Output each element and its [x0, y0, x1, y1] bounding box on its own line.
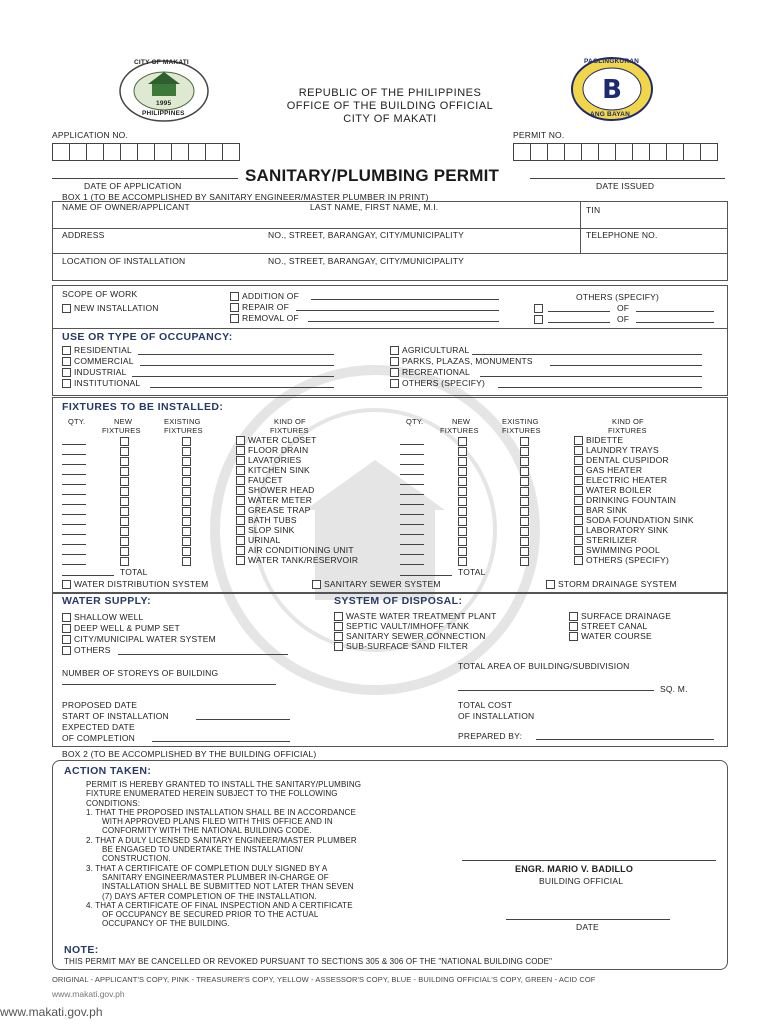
fixture-existing-checkbox[interactable]: [182, 447, 191, 456]
location-label: LOCATION OF INSTALLATION: [62, 256, 186, 266]
fixture-kind-item[interactable]: WATER CLOSET: [236, 435, 317, 445]
fixture-kind-item[interactable]: OTHERS (SPECIFY): [574, 555, 669, 565]
fixtures-left-col-headers: QTY. NEW FIXTURES EXISTING FIXTURES KIND OF FIXTURES: [68, 417, 309, 435]
fixture-kind-item[interactable]: BATH TUBS: [236, 515, 297, 525]
total-area-label: TOTAL AREA OF BUILDING/SUBDIVISION: [458, 661, 630, 671]
condition-3: 3. THAT A CERTIFICATE OF COMPLETION DULY SIGNED BY A SANITARY ENGINEER/MASTER PLUMBER IN-CHARGE OF INSTALLATION SHALL BE SUBMITTED NOT LATER THAN SEVEN (7) DAYS AFTER COMPLETION OF THE INSTALLATION.: [86, 863, 354, 901]
fixture-existing-checkbox[interactable]: [520, 537, 529, 546]
fixtures-left-list: [62, 436, 382, 566]
fixture-qty-field[interactable]: [400, 484, 424, 485]
fixture-new-checkbox[interactable]: [120, 537, 129, 546]
seal-right-bottom: ANG BAYAN: [590, 111, 630, 118]
prepared-by-field[interactable]: [536, 739, 714, 740]
occupancy-institutional[interactable]: INSTITUTIONAL: [62, 378, 140, 388]
fixture-existing-checkbox[interactable]: [182, 557, 191, 566]
disposal-water-course[interactable]: WATER COURSE: [569, 631, 652, 641]
scope-label: SCOPE OF WORK: [62, 289, 138, 299]
fixture-existing-checkbox[interactable]: [520, 477, 529, 486]
fixture-qty-field[interactable]: [62, 444, 86, 445]
fixture-kind-item[interactable]: LAUNDRY TRAYS: [574, 445, 659, 455]
city-of-makati-seal: [118, 60, 210, 122]
date-of-application-label: DATE OF APPLICATION: [84, 181, 182, 191]
of-label-1: OF: [617, 303, 630, 313]
location-hint: NO., STREET, BARANGAY, CITY/MUNICIPALITY: [268, 256, 464, 266]
fixture-existing-checkbox[interactable]: [520, 457, 529, 466]
fixture-kind-item[interactable]: GAS HEATER: [574, 465, 642, 475]
fixture-qty-field[interactable]: [62, 554, 86, 555]
water-supply-heading: WATER SUPPLY:: [62, 595, 152, 607]
fixture-existing-checkbox[interactable]: [520, 497, 529, 506]
fixture-new-checkbox[interactable]: [120, 487, 129, 496]
fixture-qty-field[interactable]: [400, 444, 424, 445]
fixtures-right-col-headers: QTY. NEW FIXTURES EXISTING FIXTURES KIND OF FIXTURES: [406, 417, 647, 435]
fixture-qty-field[interactable]: [400, 544, 424, 545]
storeys-label: NUMBER OF STOREYS OF BUILDING: [62, 668, 219, 678]
fixture-existing-checkbox[interactable]: [182, 437, 191, 446]
action-conditions: PERMIT IS HEREBY GRANTED TO INSTALL THE SANITARY/PLUMBING FIXTURE ENUMERATED HEREIN SUBJECT TO THE FOLLOWING CONDITIONS: 1. THAT THE PROPOSED INSTALLATION SHALL BE IN ACCORDANCE WITH APPROVED PLANS FILED WITH THIS OFFICE AND IN CONFORMITY WITH THE NATIONAL BUILDING CODE. 2. THAT A DULY LICENSED SANITARY ENGINEER/MASTER PLUMBER BE ENGAGED TO UNDERTAKE THE INSTALLATION/ CONSTRUCTION. 3. THAT A CERTIFICATE OF COMPLETION DULY SIGNED BY A SANITARY ENGINEER/MASTER PLUMBER IN-CHARGE OF INSTALLATION SHALL BE SUBMITTED NOT LATER THAN SEVEN (7) DAYS AFTER COMPLETION OF THE INSTALLATION. 4. THAT A CERTIFICATE OF FINAL INSPECTION AND A CERTIFICATE OF OCCUPANCY BE SECURED PRIOR TO THE ACTUAL OCCUPANCY OF THE BUILDING.: [86, 780, 426, 929]
fixture-existing-checkbox[interactable]: [182, 487, 191, 496]
fixture-kind-item[interactable]: SWIMMING POOL: [574, 545, 660, 555]
start-installation-label: START OF INSTALLATION: [62, 711, 169, 721]
fixture-new-checkbox[interactable]: [458, 517, 467, 526]
fixture-kind-item[interactable]: BAR SINK: [574, 505, 627, 515]
fixture-new-checkbox[interactable]: [458, 537, 467, 546]
water-others[interactable]: OTHERS: [62, 645, 111, 655]
fixture-qty-field[interactable]: [400, 504, 424, 505]
disposal-sanitary-sewer[interactable]: SANITARY SEWER CONNECTION: [334, 631, 486, 641]
official-signature-line[interactable]: [462, 860, 716, 861]
date-signed-line[interactable]: [506, 919, 670, 920]
disposal-heading: SYSTEM OF DISPOSAL:: [334, 595, 463, 607]
occupancy-residential[interactable]: RESIDENTIAL: [62, 345, 132, 355]
occupancy-parks[interactable]: PARKS, PLAZAS, MONUMENTS: [390, 356, 533, 366]
fixture-qty-field[interactable]: [400, 454, 424, 455]
fixture-new-checkbox[interactable]: [458, 497, 467, 506]
fixtures-heading: FIXTURES TO BE INSTALLED:: [62, 401, 224, 413]
fixture-qty-field[interactable]: [62, 524, 86, 525]
fixture-qty-field[interactable]: [400, 564, 424, 565]
seal-left-top: CITY OF MAKATI: [134, 59, 189, 66]
fixture-kind-item[interactable]: GREASE TRAP: [236, 505, 311, 515]
fixture-existing-checkbox[interactable]: [182, 467, 191, 476]
action-taken-heading: ACTION TAKEN:: [64, 765, 152, 777]
fixture-existing-checkbox[interactable]: [520, 507, 529, 516]
fixture-existing-checkbox[interactable]: [182, 507, 191, 516]
fixture-new-checkbox[interactable]: [120, 507, 129, 516]
website-small[interactable]: www.makati.gov.ph: [52, 989, 125, 999]
of-label-2: OF: [617, 314, 630, 324]
note-text: THIS PERMIT MAY BE CANCELLED OR REVOKED PURSUANT TO SECTIONS 305 & 306 OF THE "NATIONAL BUILDING CODE": [64, 957, 553, 966]
new-installation-checkbox[interactable]: NEW INSTALLATION: [62, 303, 159, 313]
fixture-qty-field[interactable]: [62, 514, 86, 515]
fixture-kind-item[interactable]: LABORATORY SINK: [574, 525, 668, 535]
fixture-new-checkbox[interactable]: [458, 467, 467, 476]
fixture-new-checkbox[interactable]: [120, 557, 129, 566]
owner-name-label: NAME OF OWNER/APPLICANT: [62, 202, 190, 212]
condition-1: 1. THAT THE PROPOSED INSTALLATION SHALL BE IN ACCORDANCE WITH APPROVED PLANS FILED WITH THIS OFFICE AND IN CONFORMITY WITH THE NATIONAL BUILDING CODE.: [86, 807, 356, 836]
fixture-existing-checkbox[interactable]: [182, 477, 191, 486]
sqm-label: SQ. M.: [660, 684, 688, 694]
note-heading: NOTE:: [64, 944, 99, 956]
occupancy-commercial[interactable]: COMMERCIAL: [62, 356, 134, 366]
prepared-by-label: PREPARED BY:: [458, 731, 523, 741]
fixture-existing-checkbox[interactable]: [182, 547, 191, 556]
completion-field[interactable]: [152, 741, 290, 742]
fixture-kind-item[interactable]: AIR CONDITIONING UNIT: [236, 545, 354, 555]
fixture-qty-field[interactable]: [400, 474, 424, 475]
water-shallow-well[interactable]: SHALLOW WELL: [62, 612, 143, 622]
water-distribution-checkbox[interactable]: WATER DISTRIBUTION SYSTEM: [62, 579, 208, 589]
fixture-existing-checkbox[interactable]: [520, 437, 529, 446]
condition-4: 4. THAT A CERTIFICATE OF FINAL INSPECTION AND A CERTIFICATE OF OCCUPANCY BE SECURED PRIOR TO THE ACTUAL OCCUPANCY OF THE BUILDING.: [86, 900, 353, 929]
address-hint: NO., STREET, BARANGAY, CITY/MUNICIPALITY: [268, 230, 464, 240]
fixture-kind-item[interactable]: WATER TANK/RESERVOIR: [236, 555, 358, 565]
expected-date-label: EXPECTED DATE: [62, 722, 135, 732]
fixture-kind-item[interactable]: SLOP SINK: [236, 525, 295, 535]
fixture-new-checkbox[interactable]: [458, 527, 467, 536]
fixture-kind-item[interactable]: KITCHEN SINK: [236, 465, 310, 475]
owner-info-box: [52, 201, 728, 281]
fixture-qty-field[interactable]: [62, 474, 86, 475]
of-installation-label: OF INSTALLATION: [458, 711, 535, 721]
occupancy-agricultural[interactable]: AGRICULTURAL: [390, 345, 469, 355]
fixture-new-checkbox[interactable]: [120, 517, 129, 526]
official-title: BUILDING OFFICIAL: [539, 876, 624, 886]
tin-label: TIN: [586, 205, 601, 215]
header-line-3: CITY OF MAKATI: [343, 113, 437, 125]
copies-footer: ORIGINAL - APPLICANT'S COPY, PINK - TREASURER'S COPY, YELLOW - ASSESSOR'S COPY, BLUE - BUILDING OFFICIAL'S COPY, GREEN - ACID COF: [52, 975, 596, 984]
telephone-label: TELEPHONE NO.: [586, 230, 658, 240]
date-signed-label: DATE: [576, 922, 599, 932]
header-line-2: OFFICE OF THE BUILDING OFFICIAL: [286, 100, 494, 112]
fixture-existing-checkbox[interactable]: [182, 457, 191, 466]
fixture-qty-field[interactable]: [400, 514, 424, 515]
fixture-qty-field[interactable]: [62, 484, 86, 485]
fixture-new-checkbox[interactable]: [120, 457, 129, 466]
fixture-kind-item[interactable]: WATER METER: [236, 495, 312, 505]
disposal-septic-vault[interactable]: SEPTIC VAULT/IMHOFF TANK: [334, 621, 469, 631]
date-issued-label: DATE ISSUED: [596, 181, 655, 191]
fixture-qty-field[interactable]: [400, 494, 424, 495]
fixture-new-checkbox[interactable]: [120, 477, 129, 486]
fixture-qty-field[interactable]: [62, 504, 86, 505]
fixture-kind-item[interactable]: ELECTRIC HEATER: [574, 475, 667, 485]
disposal-street-canal[interactable]: STREET CANAL: [569, 621, 647, 631]
storm-drainage-checkbox[interactable]: STORM DRAINAGE SYSTEM: [546, 579, 677, 589]
seal-left-year: 1995: [156, 100, 172, 107]
addition-checkbox[interactable]: ADDITION OF: [230, 291, 299, 301]
fixture-kind-item[interactable]: FLOOR DRAIN: [236, 445, 308, 455]
fixture-existing-checkbox[interactable]: [520, 487, 529, 496]
fixture-existing-checkbox[interactable]: [520, 557, 529, 566]
fixture-existing-checkbox[interactable]: [520, 467, 529, 476]
fixture-kind-item[interactable]: SHOWER HEAD: [236, 485, 314, 495]
condition-2: 2. THAT A DULY LICENSED SANITARY ENGINEER/MASTER PLUMBER BE ENGAGED TO UNDERTAKE THE INSTALLATION/ CONSTRUCTION.: [86, 835, 357, 864]
official-name: ENGR. MARIO V. BADILLO: [515, 864, 634, 874]
fixture-qty-field[interactable]: [400, 524, 424, 525]
sanitary-sewer-checkbox[interactable]: SANITARY SEWER SYSTEM: [312, 579, 441, 589]
disposal-surface-drainage[interactable]: SURFACE DRAINAGE: [569, 611, 671, 621]
fixture-new-checkbox[interactable]: [120, 497, 129, 506]
fixture-qty-field[interactable]: [62, 494, 86, 495]
website-footer[interactable]: www.makati.gov.ph: [0, 1005, 103, 1019]
fixture-kind-item[interactable]: SODA FOUNDATION SINK: [574, 515, 694, 525]
fixture-kind-item[interactable]: LAVATORIES: [236, 455, 301, 465]
fixture-qty-field[interactable]: [62, 564, 86, 565]
fixture-kind-item[interactable]: DENTAL CUSPIDOR: [574, 455, 669, 465]
occupancy-industrial[interactable]: INDUSTRIAL: [62, 367, 127, 377]
header-line-1: REPUBLIC OF THE PHILIPPINES: [298, 87, 482, 99]
start-installation-field[interactable]: [196, 719, 290, 720]
fixture-kind-item[interactable]: STERILIZER: [574, 535, 637, 545]
address-label: ADDRESS: [62, 230, 105, 240]
occupancy-recreational[interactable]: RECREATIONAL: [390, 367, 470, 377]
fixture-new-checkbox[interactable]: [458, 477, 467, 486]
total-area-field[interactable]: [458, 690, 654, 691]
owner-name-hint: LAST NAME, FIRST NAME, M.I.: [310, 202, 439, 212]
fixture-existing-checkbox[interactable]: [520, 447, 529, 456]
header-text: [230, 87, 550, 126]
others-checkbox-2[interactable]: [534, 314, 546, 324]
fixture-new-checkbox[interactable]: [120, 467, 129, 476]
fixture-existing-checkbox[interactable]: [182, 497, 191, 506]
fixture-existing-checkbox[interactable]: [182, 537, 191, 546]
completion-label: OF COMPLETION: [62, 733, 135, 743]
proposed-date-label: PROPOSED DATE: [62, 700, 138, 710]
fixture-kind-item[interactable]: DRINKING FOUNTAIN: [574, 495, 676, 505]
fixture-new-checkbox[interactable]: [120, 547, 129, 556]
fixture-qty-field[interactable]: [62, 464, 86, 465]
fixture-new-checkbox[interactable]: [120, 437, 129, 446]
disposal-waste-water[interactable]: WASTE WATER TREATMENT PLANT: [334, 611, 497, 621]
fixture-kind-item[interactable]: WATER BOILER: [574, 485, 652, 495]
fixture-new-checkbox[interactable]: [458, 457, 467, 466]
disposal-sand-filter[interactable]: SUB-SURFACE SAND FILTER: [334, 641, 468, 651]
fixture-new-checkbox[interactable]: [458, 437, 467, 446]
fixture-qty-field[interactable]: [400, 464, 424, 465]
fixture-new-checkbox[interactable]: [120, 527, 129, 536]
others-specify-label: OTHERS (SPECIFY): [576, 292, 660, 302]
fixture-new-checkbox[interactable]: [458, 487, 467, 496]
permit-no-label: PERMIT NO.: [513, 130, 565, 140]
fixture-kind-item[interactable]: BIDETTE: [574, 435, 623, 445]
svg-text:B: B: [602, 75, 622, 105]
box2-label: BOX 2 (TO BE ACCOMPLISHED BY THE BUILDING OFFICIAL): [62, 749, 317, 759]
fixture-new-checkbox[interactable]: [458, 507, 467, 516]
fixture-kind-item[interactable]: FAUCET: [236, 475, 283, 485]
fixture-qty-field[interactable]: [400, 554, 424, 555]
water-deep-well[interactable]: DEEP WELL & PUMP SET: [62, 623, 180, 633]
seal-left-bottom: PHILIPPINES: [142, 110, 185, 117]
fixtures-total-left: TOTAL: [120, 567, 148, 577]
fixture-existing-checkbox[interactable]: [520, 517, 529, 526]
total-cost-label: TOTAL COST: [458, 700, 513, 710]
repair-checkbox[interactable]: REPAIR OF: [230, 302, 289, 312]
fixture-existing-checkbox[interactable]: [520, 527, 529, 536]
others-checkbox-1[interactable]: [534, 303, 546, 313]
fixture-existing-checkbox[interactable]: [182, 517, 191, 526]
fixture-qty-field[interactable]: [62, 534, 86, 535]
fixtures-total-right: TOTAL: [458, 567, 486, 577]
occupancy-others[interactable]: OTHERS (SPECIFY): [390, 378, 485, 388]
occupancy-heading: USE OR TYPE OF OCCUPANCY:: [62, 331, 233, 343]
application-no-label: APPLICATION NO.: [52, 130, 129, 140]
fixture-new-checkbox[interactable]: [458, 447, 467, 456]
fixture-existing-checkbox[interactable]: [520, 547, 529, 556]
fixture-new-checkbox[interactable]: [458, 547, 467, 556]
fixture-kind-item[interactable]: URINAL: [236, 535, 280, 545]
page-title: SANITARY/PLUMBING PERMIT: [245, 166, 500, 185]
application-no-cells[interactable]: [52, 143, 240, 161]
permit-no-cells[interactable]: [513, 143, 718, 161]
paglingkuran-seal: [570, 56, 654, 122]
storeys-field[interactable]: [62, 684, 276, 685]
seal-right-top: PAGLINGKURAN: [584, 58, 639, 65]
fixture-new-checkbox[interactable]: [458, 557, 467, 566]
fixture-existing-checkbox[interactable]: [182, 527, 191, 536]
fixture-qty-field[interactable]: [62, 454, 86, 455]
box1-label: BOX 1 (TO BE ACCOMPLISHED BY SANITARY ENGINEER/MASTER PLUMBER IN PRINT): [62, 192, 429, 202]
fixture-new-checkbox[interactable]: [120, 447, 129, 456]
removal-checkbox[interactable]: REMOVAL OF: [230, 313, 299, 323]
fixture-qty-field[interactable]: [62, 544, 86, 545]
fixture-qty-field[interactable]: [400, 534, 424, 535]
water-city-system[interactable]: CITY/MUNICIPAL WATER SYSTEM: [62, 634, 216, 644]
fixtures-right-list: [400, 436, 720, 566]
